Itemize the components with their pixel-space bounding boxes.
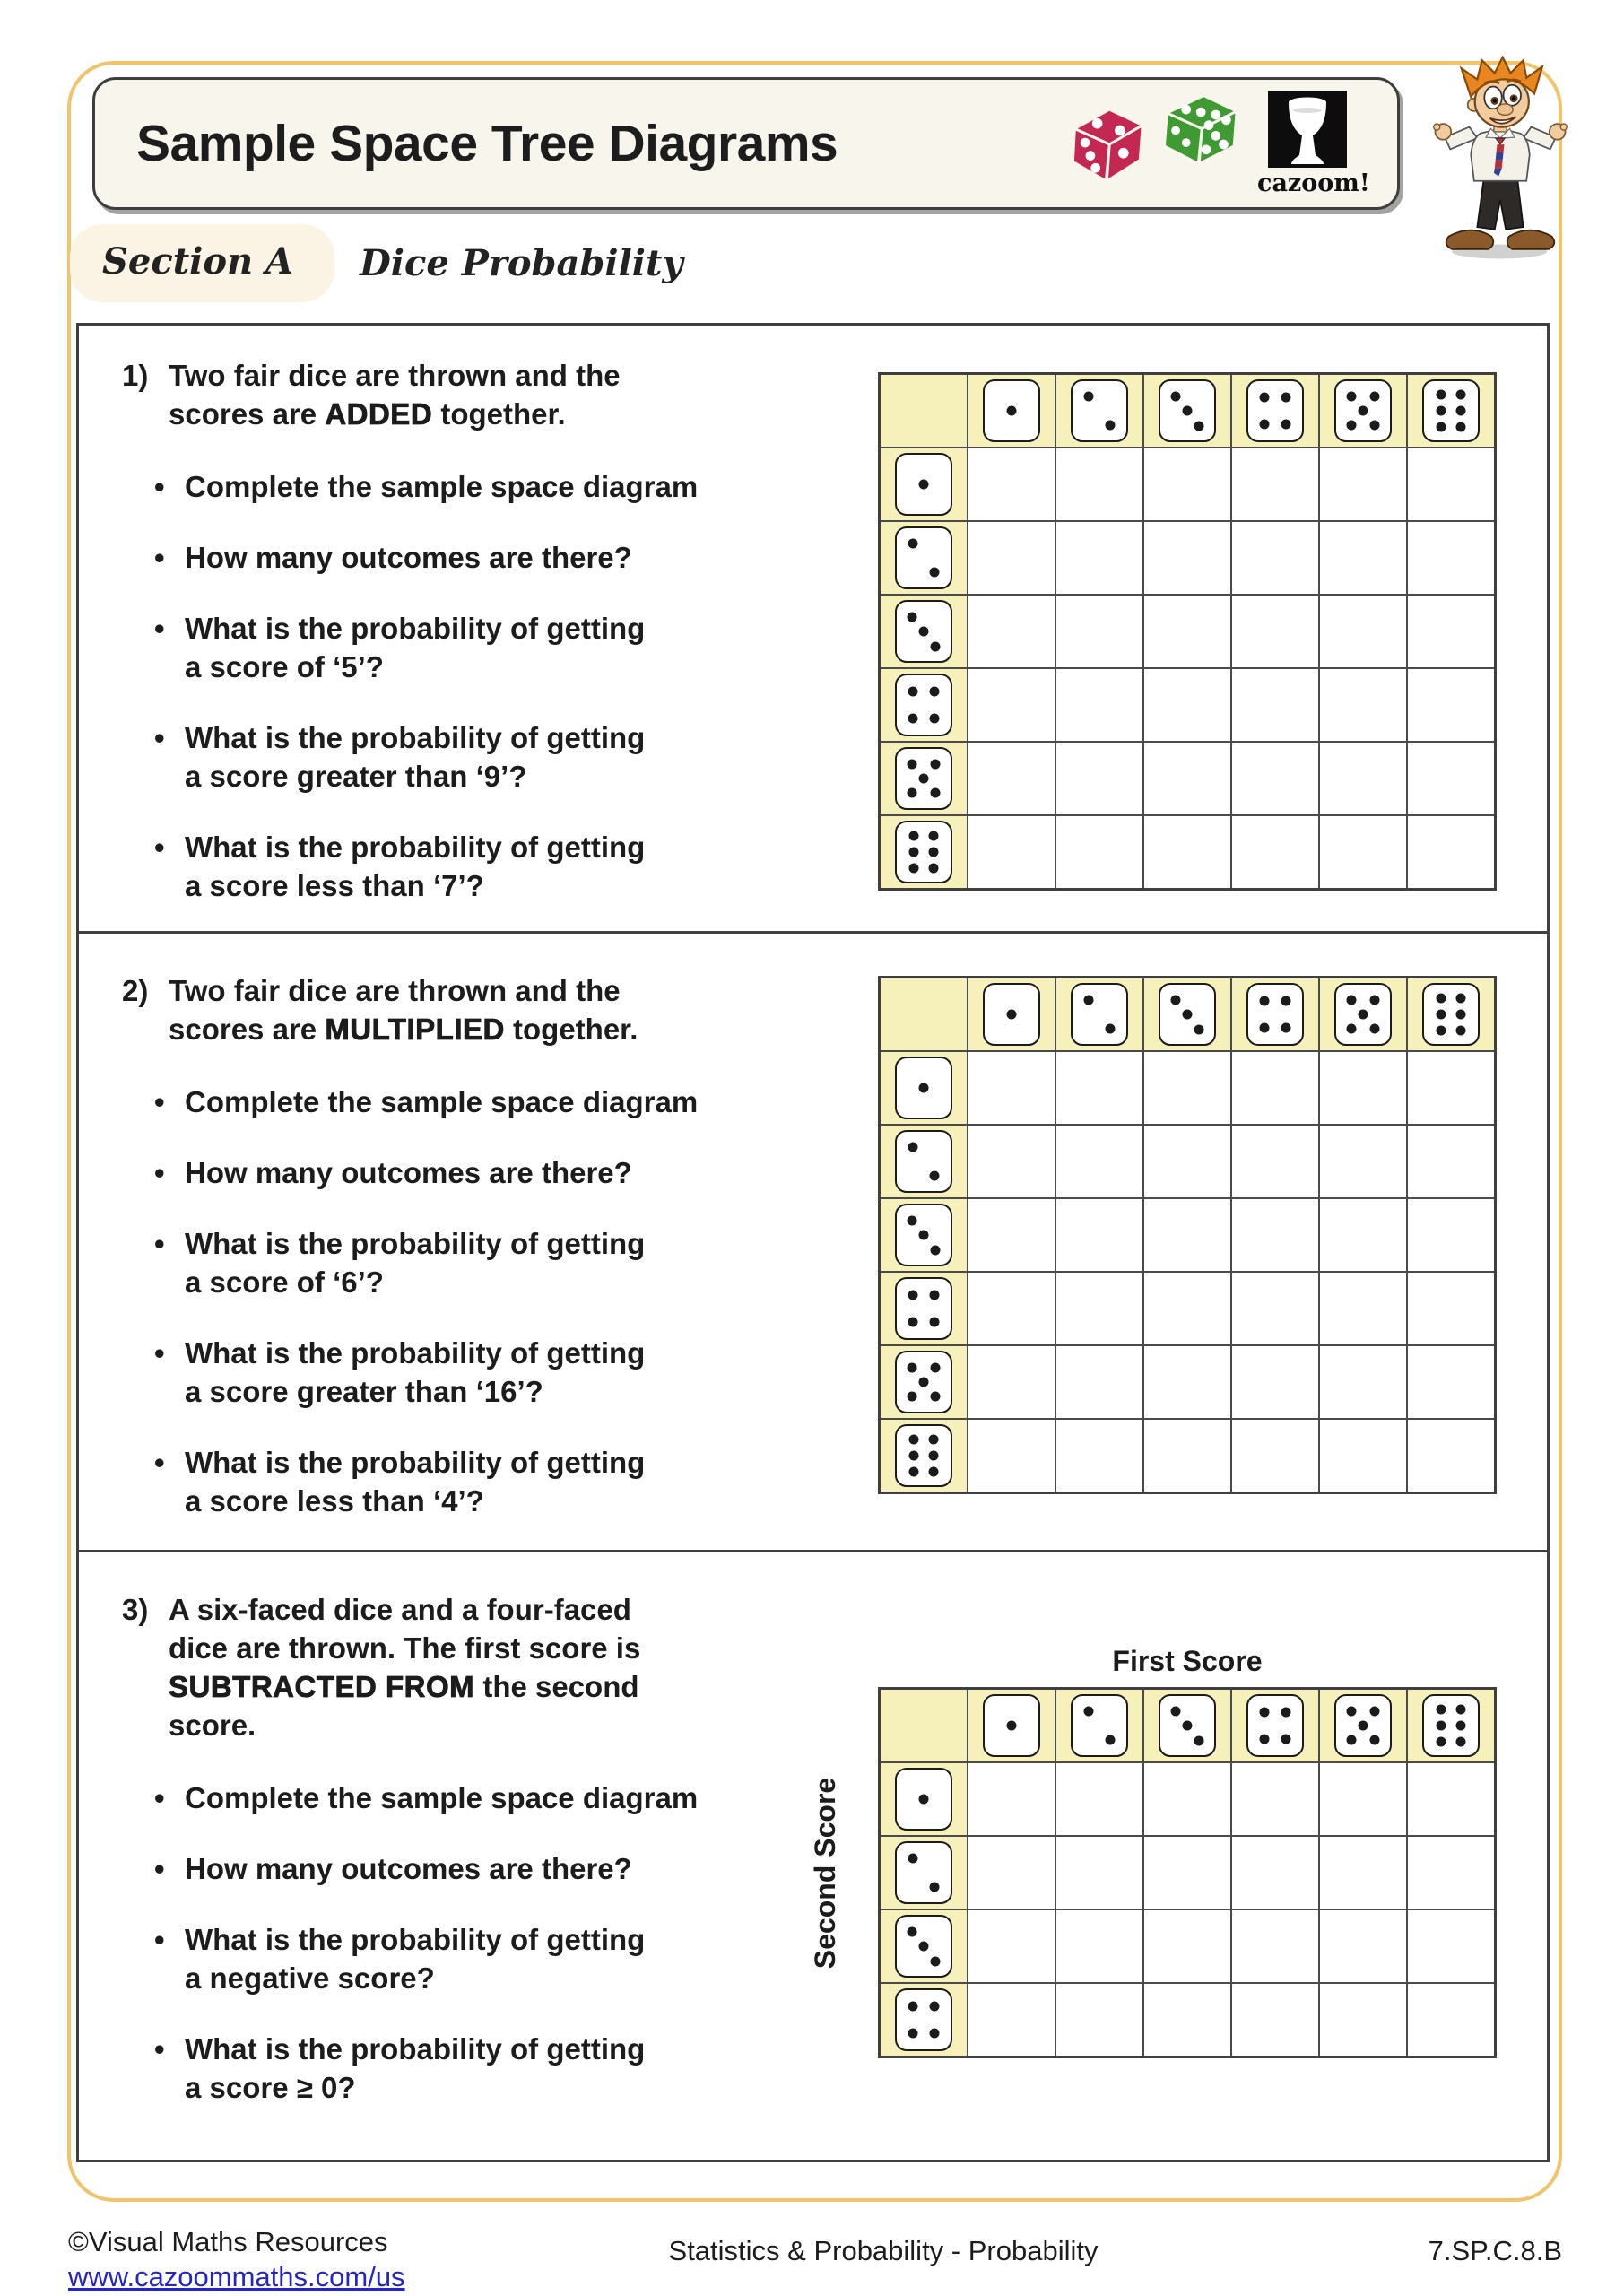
answer-cell[interactable] <box>968 1837 1055 1909</box>
row-header-die-2 <box>881 1837 967 1909</box>
bullet-icon: • <box>154 1923 165 1956</box>
bullet-item <box>154 1083 839 1121</box>
row-header-die-1 <box>881 1763 967 1835</box>
question-3 <box>79 1552 1547 2160</box>
answer-cell[interactable] <box>1232 1837 1318 1909</box>
answer-cell[interactable] <box>1056 1763 1142 1835</box>
question-number: 1) <box>122 359 149 392</box>
answer-cell[interactable] <box>1408 669 1494 741</box>
die-1-icon <box>983 379 1040 442</box>
answer-cell[interactable] <box>1144 1420 1230 1492</box>
die-2-icon <box>1071 1694 1128 1757</box>
row-header-die-3 <box>881 1199 967 1271</box>
grid-corner-cell <box>881 1690 967 1761</box>
row-header-die-2 <box>881 1126 967 1197</box>
die-5-icon <box>1334 1694 1392 1757</box>
answer-cell[interactable] <box>1320 743 1406 814</box>
die-5-icon <box>895 1351 952 1413</box>
die-6-icon <box>1422 379 1480 442</box>
footer-category: Statistics & Probability - Probability <box>668 2235 1099 2266</box>
answer-cell[interactable] <box>1408 1763 1494 1835</box>
answer-cell[interactable] <box>1320 1910 1406 1982</box>
answer-cell[interactable] <box>968 1420 1055 1492</box>
question-bullets <box>154 467 839 905</box>
answer-cell[interactable] <box>1320 1346 1406 1418</box>
answer-cell[interactable] <box>1408 1126 1494 1197</box>
answer-cell[interactable] <box>1408 1837 1494 1909</box>
answer-cell[interactable] <box>1408 448 1494 520</box>
answer-cell[interactable] <box>1320 596 1406 667</box>
die-3-icon <box>895 600 952 663</box>
answer-cell[interactable] <box>1144 1910 1230 1982</box>
bullet-text: What is the probability of getting a score of ‘5’? <box>185 612 646 683</box>
answer-cell[interactable] <box>1408 743 1494 814</box>
bullet-text: Complete the sample space diagram <box>185 470 699 503</box>
answer-cell[interactable] <box>1408 1052 1494 1124</box>
answer-cell[interactable] <box>1144 816 1230 888</box>
answer-cell[interactable] <box>1144 1273 1230 1344</box>
bullet-icon: • <box>154 1227 165 1260</box>
row-header-die-4 <box>881 669 967 741</box>
die-4-icon <box>895 1988 952 2051</box>
grid-corner-cell <box>881 375 967 447</box>
row-header-die-2 <box>881 522 967 594</box>
row-header-die-6 <box>881 1420 967 1492</box>
die-6-icon <box>895 1424 952 1487</box>
grid-corner-cell <box>881 978 967 1050</box>
bullet-item <box>154 828 839 905</box>
answer-cell[interactable] <box>1408 1984 1494 2056</box>
answer-cell[interactable] <box>1408 1273 1494 1344</box>
bullet-text: What is the probability of getting a score less than ‘4’? <box>185 1446 646 1518</box>
col-header-die-4 <box>1232 375 1318 447</box>
row-header-die-1 <box>881 448 967 520</box>
worksheet-body <box>76 323 1550 2162</box>
question-intro: Two fair dice are thrown and the scores are ADDED together. <box>169 359 621 430</box>
footer-link[interactable]: www.cazoommaths.com/us <box>68 2261 405 2292</box>
answer-cell[interactable] <box>968 522 1055 594</box>
bullet-item <box>154 2030 839 2107</box>
title-bar <box>92 77 1400 210</box>
answer-cell[interactable] <box>1056 1346 1142 1418</box>
row-header-die-3 <box>881 596 967 667</box>
col-header-die-4 <box>1232 1690 1318 1761</box>
question-bullets <box>154 1083 839 1520</box>
question-bullets <box>154 1779 839 2107</box>
answer-cell[interactable] <box>1320 1199 1406 1271</box>
cazoom-logo-text: cazoom! <box>1257 170 1370 197</box>
row-header-die-1 <box>881 1052 967 1124</box>
die-3-icon <box>1159 983 1216 1046</box>
dice-pair-icon <box>1062 83 1264 205</box>
mascot-icon <box>1415 56 1585 262</box>
emphasis-text: MULTIPLIED <box>325 1013 505 1046</box>
die-2-icon <box>1071 983 1128 1046</box>
answer-cell[interactable] <box>968 816 1055 888</box>
die-6-icon <box>1422 1694 1480 1757</box>
red-die-icon <box>1073 109 1142 181</box>
bullet-text: What is the probability of getting a negative score? <box>185 1923 646 1995</box>
answer-cell[interactable] <box>1232 816 1318 888</box>
die-4-icon <box>895 1277 952 1340</box>
answer-cell[interactable] <box>1320 1273 1406 1344</box>
die-5-icon <box>895 747 952 810</box>
answer-cell[interactable] <box>1056 1984 1142 2056</box>
bullet-item <box>154 1849 839 1888</box>
col-header-die-3 <box>1144 1690 1230 1761</box>
bullet-text: How many outcomes are there? <box>185 541 632 574</box>
section-heading <box>70 224 683 302</box>
col-header-die-1 <box>968 375 1055 447</box>
answer-cell[interactable] <box>1144 1052 1230 1124</box>
footer-copyright: ©Visual Maths Resources <box>68 2226 388 2257</box>
sample-space-grid <box>878 372 1497 891</box>
die-1-icon <box>895 1057 952 1119</box>
answer-cell[interactable] <box>1408 1346 1494 1418</box>
answer-cell[interactable] <box>1320 522 1406 594</box>
answer-cell[interactable] <box>968 1910 1055 1982</box>
answer-cell[interactable] <box>1232 1052 1318 1124</box>
answer-cell[interactable] <box>1056 1052 1142 1124</box>
answer-cell[interactable] <box>1056 522 1142 594</box>
answer-cell[interactable] <box>1144 1199 1230 1271</box>
bullet-icon: • <box>154 2032 165 2066</box>
bullet-text: What is the probability of getting a score of ‘6’? <box>185 1227 646 1299</box>
row-header-die-6 <box>881 816 967 888</box>
answer-cell[interactable] <box>1408 816 1494 888</box>
section-label: Section A <box>70 224 334 302</box>
answer-cell[interactable] <box>1144 1763 1230 1835</box>
bullet-item <box>154 1920 839 1997</box>
sample-space-grid-2 <box>878 976 1497 1494</box>
bullet-item <box>154 1153 839 1192</box>
sample-space-grid <box>878 976 1497 1494</box>
die-6-icon <box>895 821 952 883</box>
answer-cell[interactable] <box>968 669 1055 741</box>
answer-cell[interactable] <box>968 1126 1055 1197</box>
die-5-icon <box>1334 379 1392 442</box>
col-header-die-4 <box>1232 978 1318 1050</box>
section-topic: Dice Probability <box>360 242 683 284</box>
row-header-die-5 <box>881 743 967 814</box>
bullet-text: What is the probability of getting a score greater than ‘16’? <box>185 1336 646 1408</box>
col-header-die-5 <box>1320 978 1406 1050</box>
die-1-icon <box>983 983 1040 1046</box>
col-header-die-5 <box>1320 375 1406 447</box>
answer-cell[interactable] <box>1232 669 1318 741</box>
sample-space-grid-3 <box>878 1687 1497 2058</box>
answer-cell[interactable] <box>968 1763 1055 1835</box>
question-1-text <box>122 356 839 937</box>
answer-cell[interactable] <box>968 743 1055 814</box>
answer-cell[interactable] <box>1320 448 1406 520</box>
bullet-text: What is the probability of getting a score less than ‘7’? <box>185 831 646 902</box>
answer-cell[interactable] <box>968 1273 1055 1344</box>
answer-cell[interactable] <box>1320 816 1406 888</box>
answer-cell[interactable] <box>1232 522 1318 594</box>
answer-cell[interactable] <box>968 1346 1055 1418</box>
page-title: Sample Space Tree Diagrams <box>136 115 838 172</box>
answer-cell[interactable] <box>968 1199 1055 1271</box>
answer-cell[interactable] <box>968 596 1055 667</box>
col-header-die-2 <box>1056 1690 1142 1761</box>
answer-cell[interactable] <box>1320 1763 1406 1835</box>
bullet-item <box>154 718 839 796</box>
answer-cell[interactable] <box>1232 1910 1318 1982</box>
answer-cell[interactable] <box>1232 743 1318 814</box>
answer-cell[interactable] <box>1144 743 1230 814</box>
answer-cell[interactable] <box>968 448 1055 520</box>
first-score-label: First Score <box>1112 1645 1263 1677</box>
sample-space-grid-1 <box>878 372 1497 891</box>
die-1-icon <box>895 1768 952 1831</box>
bullet-text: How many outcomes are there? <box>185 1852 632 1885</box>
answer-cell[interactable] <box>1408 1420 1494 1492</box>
die-2-icon <box>895 526 952 589</box>
bullet-icon: • <box>154 721 165 754</box>
answer-cell[interactable] <box>1056 1199 1142 1271</box>
die-5-icon <box>1334 983 1392 1046</box>
col-header-die-6 <box>1408 375 1494 447</box>
answer-cell[interactable] <box>1144 596 1230 667</box>
bullet-icon: • <box>154 1336 165 1370</box>
col-header-die-2 <box>1056 375 1142 447</box>
cazoom-logo <box>1257 91 1370 197</box>
bullet-icon: • <box>154 1781 165 1814</box>
bullet-icon: • <box>154 612 165 645</box>
bullet-text: What is the probability of getting a score greater than ‘9’? <box>185 721 646 793</box>
bullet-icon: • <box>154 1085 165 1118</box>
question-2-text <box>122 971 839 1552</box>
die-2-icon <box>1071 379 1128 442</box>
emphasis-text: SUBTRACTED FROM <box>169 1670 475 1703</box>
col-header-die-6 <box>1408 978 1494 1050</box>
die-2-icon <box>895 1841 952 1904</box>
row-header-die-3 <box>881 1910 967 1982</box>
bullet-icon: • <box>154 1852 165 1885</box>
bullet-icon: • <box>154 541 165 574</box>
answer-cell[interactable] <box>1320 669 1406 741</box>
die-3-icon <box>1159 1694 1216 1757</box>
die-4-icon <box>1246 1694 1304 1757</box>
answer-cell[interactable] <box>1232 1126 1318 1197</box>
answer-cell[interactable] <box>1320 1052 1406 1124</box>
answer-cell[interactable] <box>1056 1837 1142 1909</box>
bullet-text: Complete the sample space diagram <box>185 1085 699 1118</box>
die-6-icon <box>1422 983 1480 1046</box>
answer-cell[interactable] <box>1144 1126 1230 1197</box>
bullet-text: What is the probability of getting a score ≥ 0? <box>185 2032 646 2104</box>
col-header-die-1 <box>968 1690 1055 1761</box>
die-3-icon <box>895 1204 952 1266</box>
answer-cell[interactable] <box>1232 1420 1318 1492</box>
bullet-icon: • <box>154 831 165 864</box>
answer-cell[interactable] <box>1144 448 1230 520</box>
answer-cell[interactable] <box>1056 448 1142 520</box>
answer-cell[interactable] <box>1232 1763 1318 1835</box>
die-4-icon <box>1246 983 1304 1046</box>
answer-cell[interactable] <box>1056 1420 1142 1492</box>
col-header-die-5 <box>1320 1690 1406 1761</box>
die-1-icon <box>983 1694 1040 1757</box>
answer-cell[interactable] <box>1056 743 1142 814</box>
answer-cell[interactable] <box>1232 1199 1318 1271</box>
question-2 <box>79 934 1547 1550</box>
bullet-text: Complete the sample space diagram <box>185 1781 699 1814</box>
answer-cell[interactable] <box>1144 1984 1230 2056</box>
green-die-icon <box>1164 96 1237 164</box>
answer-cell[interactable] <box>968 1052 1055 1124</box>
col-header-die-3 <box>1144 978 1230 1050</box>
answer-cell[interactable] <box>1320 1126 1406 1197</box>
question-3-text <box>122 1590 839 2139</box>
answer-cell[interactable] <box>1232 1346 1318 1418</box>
cazoom-goblet-icon <box>1268 91 1347 168</box>
answer-cell[interactable] <box>1144 1346 1230 1418</box>
bullet-item <box>154 467 839 506</box>
die-1-icon <box>895 453 952 516</box>
answer-cell[interactable] <box>1056 596 1142 667</box>
answer-cell[interactable] <box>1144 522 1230 594</box>
answer-cell[interactable] <box>1408 1910 1494 1982</box>
answer-cell[interactable] <box>1320 1420 1406 1492</box>
die-3-icon <box>1159 379 1216 442</box>
bullet-item <box>154 1443 839 1520</box>
answer-cell[interactable] <box>1320 1837 1406 1909</box>
answer-cell[interactable] <box>1144 669 1230 741</box>
question-intro: Two fair dice are thrown and the scores are MULTIPLIED together. <box>169 974 638 1046</box>
answer-cell[interactable] <box>1056 669 1142 741</box>
row-header-die-4 <box>881 1984 967 2056</box>
row-header-die-4 <box>881 1273 967 1344</box>
col-header-die-3 <box>1144 375 1230 447</box>
answer-cell[interactable] <box>1408 1199 1494 1271</box>
bullet-item <box>154 609 839 686</box>
bullet-icon: • <box>154 470 165 503</box>
answer-cell[interactable] <box>1232 596 1318 667</box>
answer-cell[interactable] <box>1056 1273 1142 1344</box>
answer-cell[interactable] <box>1408 522 1494 594</box>
bullet-icon: • <box>154 1446 165 1479</box>
answer-cell[interactable] <box>1232 1273 1318 1344</box>
question-1 <box>79 326 1547 931</box>
question-number: 3) <box>122 1593 149 1626</box>
bullet-item <box>154 1224 839 1301</box>
answer-cell[interactable] <box>1144 1837 1230 1909</box>
die-3-icon <box>895 1915 952 1978</box>
answer-cell[interactable] <box>1232 448 1318 520</box>
answer-cell[interactable] <box>1232 1984 1318 2056</box>
row-header-die-5 <box>881 1346 967 1418</box>
bullet-text: How many outcomes are there? <box>185 1156 632 1189</box>
sample-space-grid <box>878 1687 1497 2058</box>
answer-cell[interactable] <box>968 1984 1055 2056</box>
answer-cell[interactable] <box>1056 816 1142 888</box>
die-4-icon <box>895 674 952 736</box>
die-2-icon <box>895 1130 952 1193</box>
col-header-die-2 <box>1056 978 1142 1050</box>
bullet-item <box>154 538 839 577</box>
answer-cell[interactable] <box>1056 1910 1142 1982</box>
answer-cell[interactable] <box>1408 596 1494 667</box>
bullet-item <box>154 1779 839 1817</box>
footer-standard-code: 7.SP.C.8.B <box>1428 2235 1562 2266</box>
col-header-die-1 <box>968 978 1055 1050</box>
emphasis-text: ADDED <box>325 397 433 430</box>
bullet-icon: • <box>154 1156 165 1189</box>
second-score-label: Second Score <box>809 1777 842 1969</box>
col-header-die-6 <box>1408 1690 1494 1761</box>
answer-cell[interactable] <box>1056 1126 1142 1197</box>
die-4-icon <box>1246 379 1304 442</box>
bullet-item <box>154 1334 839 1411</box>
question-number: 2) <box>122 974 149 1007</box>
question-intro: A six-faced dice and a four-faced dice are thrown. The first score is SUBTRACTED FROM the second score. <box>169 1593 641 1742</box>
answer-cell[interactable] <box>1320 1984 1406 2056</box>
